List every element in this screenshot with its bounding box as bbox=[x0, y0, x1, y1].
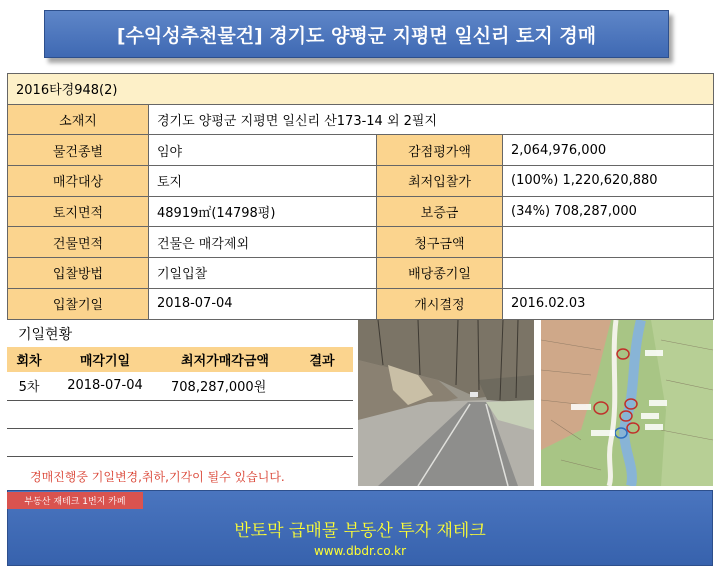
land-area-label: 토지면적 bbox=[8, 196, 149, 227]
target-value: 토지 bbox=[149, 166, 377, 197]
site-photo bbox=[358, 320, 534, 486]
history-price: 708,287,000원 bbox=[159, 372, 291, 400]
history-header-round: 회차 bbox=[7, 347, 51, 372]
history-title: 기일현황 bbox=[18, 327, 73, 343]
min-bid-value: (100%) 1,220,620,880 bbox=[503, 166, 714, 197]
bid-date-value: 2018-07-04 bbox=[149, 288, 377, 319]
history-date: 2018-07-04 bbox=[51, 372, 159, 400]
deposit-value: (34%) 708,287,000 bbox=[503, 196, 714, 227]
history-price bbox=[159, 400, 291, 428]
bid-date-label: 입찰기일 bbox=[8, 288, 149, 319]
type-value: 임야 bbox=[149, 135, 377, 166]
history-round bbox=[7, 400, 51, 428]
history-result bbox=[291, 372, 353, 400]
history-round bbox=[7, 428, 51, 456]
history-table bbox=[7, 347, 353, 457]
history-header-row bbox=[7, 347, 353, 372]
history-price bbox=[159, 428, 291, 456]
deposit-label: 보증금 bbox=[377, 196, 503, 227]
history-round: 5차 bbox=[7, 372, 51, 400]
history-result bbox=[291, 428, 353, 456]
history-date bbox=[51, 428, 159, 456]
auction-notice: 경매진행중 기일변경,취하,기각이 될수 있습니다. bbox=[30, 470, 285, 484]
history-header-result: 결과 bbox=[291, 347, 353, 372]
building-label: 건물면적 bbox=[8, 227, 149, 258]
start-label: 개시결정 bbox=[377, 288, 503, 319]
page-title bbox=[44, 10, 669, 58]
claim-value bbox=[503, 227, 714, 258]
case-number: 2016타경948(2) bbox=[8, 74, 714, 105]
address-value: 경기도 양평군 지평면 일신리 산173-14 외 2필지 bbox=[149, 104, 714, 135]
method-value: 기일입찰 bbox=[149, 258, 377, 289]
method-label: 입찰방법 bbox=[8, 258, 149, 289]
page-title-text: [수익성추천물건] 경기도 양평군 지평면 일신리 토지 경매 bbox=[116, 24, 597, 47]
claim-label: 청구금액 bbox=[377, 227, 503, 258]
location-map bbox=[541, 320, 713, 486]
property-info-table bbox=[7, 73, 714, 320]
table-row bbox=[7, 428, 353, 456]
land-area-value: 48919㎡(14798평) bbox=[149, 196, 377, 227]
building-value: 건물은 매각제외 bbox=[149, 227, 377, 258]
history-header-price: 최저가매각금액 bbox=[159, 347, 291, 372]
cafe-badge: 부동산 재테크 1번지 카페 bbox=[7, 492, 143, 509]
appraisal-label: 감점평가액 bbox=[377, 135, 503, 166]
dividend-label: 배당종기일 bbox=[377, 258, 503, 289]
footer-url[interactable]: www.dbdr.co.kr bbox=[313, 544, 407, 558]
dividend-value bbox=[503, 258, 714, 289]
history-date bbox=[51, 400, 159, 428]
target-label: 매각대상 bbox=[8, 166, 149, 197]
appraisal-value: 2,064,976,000 bbox=[503, 135, 714, 166]
start-value: 2016.02.03 bbox=[503, 288, 714, 319]
history-result bbox=[291, 400, 353, 428]
table-row bbox=[7, 400, 353, 428]
history-header-date: 매각기일 bbox=[51, 347, 159, 372]
address-label: 소재지 bbox=[8, 104, 149, 135]
min-bid-label: 최저입찰가 bbox=[377, 166, 503, 197]
type-label: 물건종별 bbox=[8, 135, 149, 166]
footer-slogan: 반토막 급매물 부동산 투자 재테크 bbox=[234, 521, 486, 541]
table-row bbox=[7, 372, 353, 400]
